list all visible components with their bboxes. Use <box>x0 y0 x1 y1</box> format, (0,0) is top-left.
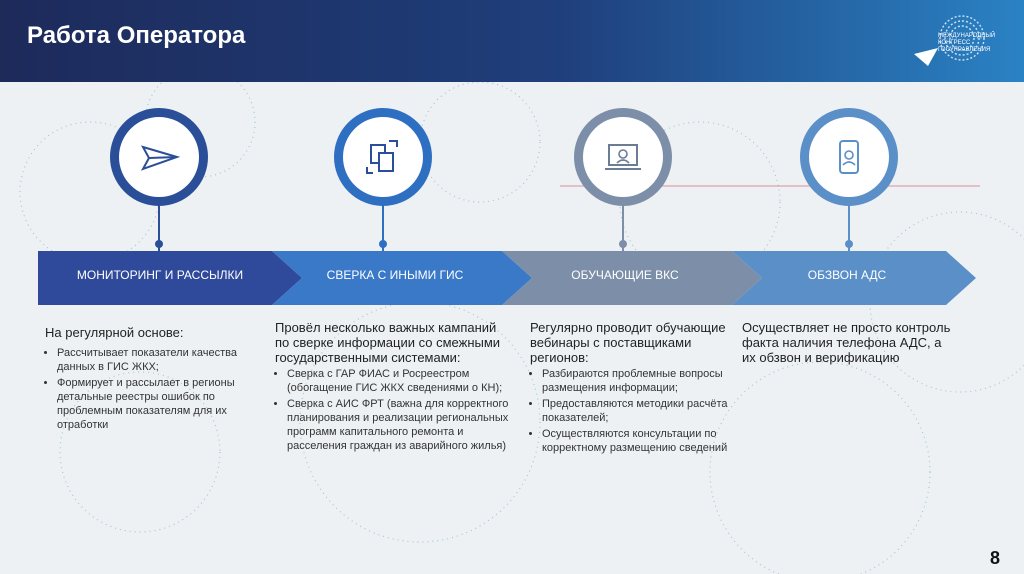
column-webinars <box>530 320 735 457</box>
column-monitoring <box>45 325 250 434</box>
column-calls <box>742 320 957 371</box>
step-1-dot <box>155 240 163 248</box>
list-item: • Осуществляются консультации по корректному размещению сведений <box>542 427 735 455</box>
step-4-label: ОБЗВОН АДС <box>807 268 887 282</box>
laptop-webinar-icon <box>583 117 663 197</box>
step-2-circle <box>334 108 432 206</box>
paper-plane-icon <box>119 117 199 197</box>
list-item: • Предоставляются методики расчёта показателей; <box>542 397 735 425</box>
logo-text: МЕЖДУНАРОДНЫЙ КОНГРЕСС ГОСУПРАВЛЕНИЯ <box>938 33 996 53</box>
column-reconciliation <box>275 320 510 455</box>
step-4-circle <box>800 108 898 206</box>
column-heading: Осуществляет не просто контроль факта наличия телефона АДС, а их обзвон и верификацию <box>742 320 951 365</box>
step-4-dot <box>845 240 853 248</box>
column-heading: Регулярно проводит обучающие вебинары с поставщиками регионов: <box>530 320 726 365</box>
document-sync-icon <box>343 117 423 197</box>
list-item: • Формирует и рассылает в регионы детальные реестры ошибок по проблемным показателям для их отработки <box>57 376 250 432</box>
step-3-circle <box>574 108 672 206</box>
step-1-circle <box>110 108 208 206</box>
list-item: • Сверка с АИС ФРТ (важна для корректного планирования и реализации региональных программ капитального ремонта и расселения граждан из аварийного жилья) <box>287 397 510 453</box>
page-title: Работа Оператора <box>27 22 246 49</box>
phone-call-icon <box>809 117 889 197</box>
bullet-list <box>45 346 250 432</box>
bullet-list <box>530 367 735 455</box>
list-item: • Разбираются проблемные вопросы размещения информации; <box>542 367 735 395</box>
column-heading: Провёл несколько важных кампаний по сверке информации со смежными государственными системами: <box>275 320 501 365</box>
step-2-dot <box>379 240 387 248</box>
list-item: • Рассчитывает показатели качества данных в ГИС ЖКХ; <box>57 346 250 374</box>
step-3-dot <box>619 240 627 248</box>
column-heading: На регулярной основе: <box>45 325 184 340</box>
step-1-label: МОНИТОРИНГ И РАССЫЛКИ <box>76 268 244 282</box>
list-item: • Сверка с ГАР ФИАС и Росреестром (обогащение ГИС ЖКХ сведениями о КН); <box>287 367 510 395</box>
page-number: 8 <box>990 548 1001 568</box>
step-3-label: ОБУЧАЮЩИЕ ВКС <box>571 268 679 282</box>
bullet-list <box>275 367 510 453</box>
step-2-label: СВЕРКА С ИНЫМИ ГИС <box>326 268 464 282</box>
